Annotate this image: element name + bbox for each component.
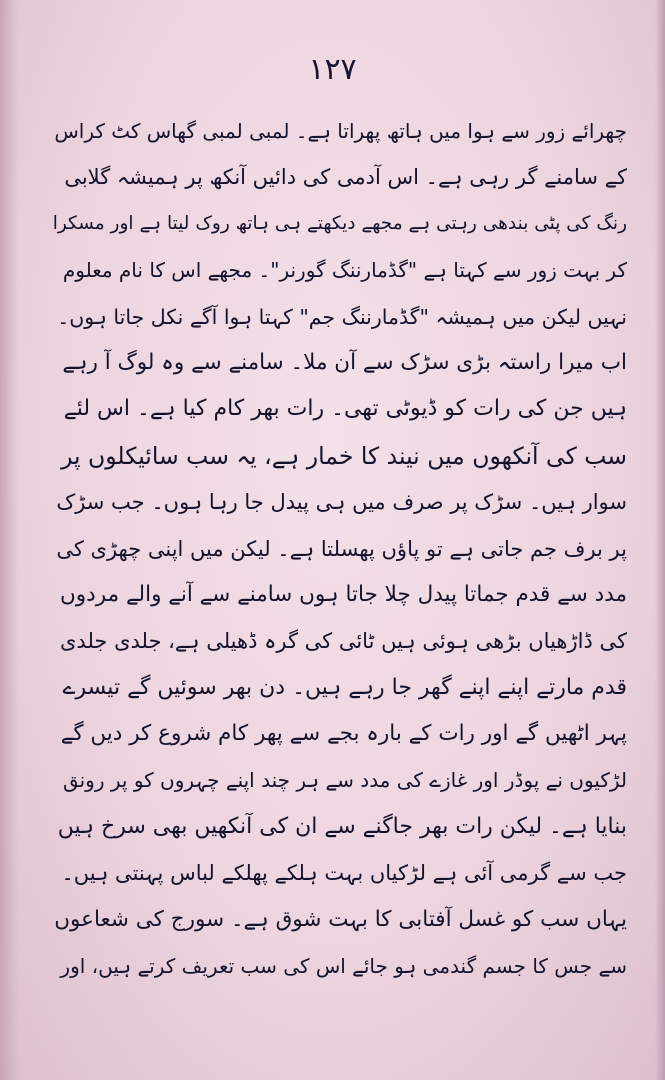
text-line: نہیں لیکن میں ہمیشہ "گڈمارننگ جم" کہتا ہوا آگے نکل جاتا ہوں۔ <box>57 304 627 329</box>
text-line: اب میرا راستہ بڑی سڑک سے آن ملا۔ سامنے سے وہ لوگ آ رہے <box>62 349 627 375</box>
text-line: کر بہت زور سے کہتا ہے "گڈمارننگ گورنر"۔ مجھے اس کا نام معلوم <box>62 258 627 283</box>
text-line: بنایا ہے۔ لیکن رات بھر جاگنے سے ان کی آنکھیں بھی سرخ ہیں <box>57 813 627 839</box>
page-shadow-left <box>0 0 18 1080</box>
text-line: پہر اٹھیں گے اور رات کے بارہ بجے سے پھر کام شروع کر دیں گے <box>60 721 627 747</box>
text-line: رنگ کی پٹی بندھی رہتی ہے مجھے دیکھتے ہی ہاتھ روک لیتا ہے اور مسکرا <box>52 212 627 234</box>
text-line: جب سے گرمی آئی ہے لڑکیاں بہت ہلکے پھلکے لباس پہنتی ہیں۔ <box>61 861 627 886</box>
text-line: کے سامنے گر رہی ہے۔ اس آدمی کی دائیں آنکھ پر ہمیشہ گلابی <box>64 165 627 190</box>
text-line: سب کی آنکھوں میں نیند کا خمار ہے، یہ سب سائیکلوں پر <box>61 441 627 470</box>
page-number: ۱۲۷ <box>308 52 357 87</box>
text-line: کی ڈاڑھیاں بڑھی ہوئی ہیں ٹائی کی گرہ ڈھیلی ہے، جلدی جلدی <box>60 629 627 654</box>
text-line: سوار ہیں۔ سڑک پر صرف میں ہی پیدل جا رہا ہوں۔ جب سڑک <box>56 490 627 515</box>
text-line: ہیں جن کی رات کو ڈیوٹی تھی۔ رات بھر کام کیا ہے۔ اس لئے <box>63 396 627 422</box>
text-line: چھرائے زور سے ہوا میں ہاتھ پھراتا ہے۔ لمبی لمبی گھاس کٹ کراس <box>54 119 627 143</box>
body-text <box>52 108 627 989</box>
text-line: مدد سے قدم جماتا پیدل چلا جاتا ہوں سامنے سے آنے والے مردوں <box>59 581 627 607</box>
text-line: لڑکیوں نے پوڈر اور غازے کی مدد سے ہر چند اپنے چہروں کو پر رونق <box>62 768 627 793</box>
text-line: سے جس کا جسم گندمی ہو جائے اس کی سب تعریف کرتے ہیں، اور <box>60 954 627 979</box>
text-line: قدم مارتے اپنے اپنے گھر جا رہے ہیں۔ دن بھر سوئیں گے تیسرے <box>62 674 627 700</box>
text-line: یہاں سب کو غسل آفتابی کا بہت شوق ہے۔ سورج کی شعاعوں <box>54 906 627 932</box>
text-line: پر برف جم جاتی ہے تو پاؤں پھسلتا ہے۔ لیکن میں اپنی چھڑی کی <box>56 536 627 561</box>
page-shadow-right <box>655 0 665 1080</box>
